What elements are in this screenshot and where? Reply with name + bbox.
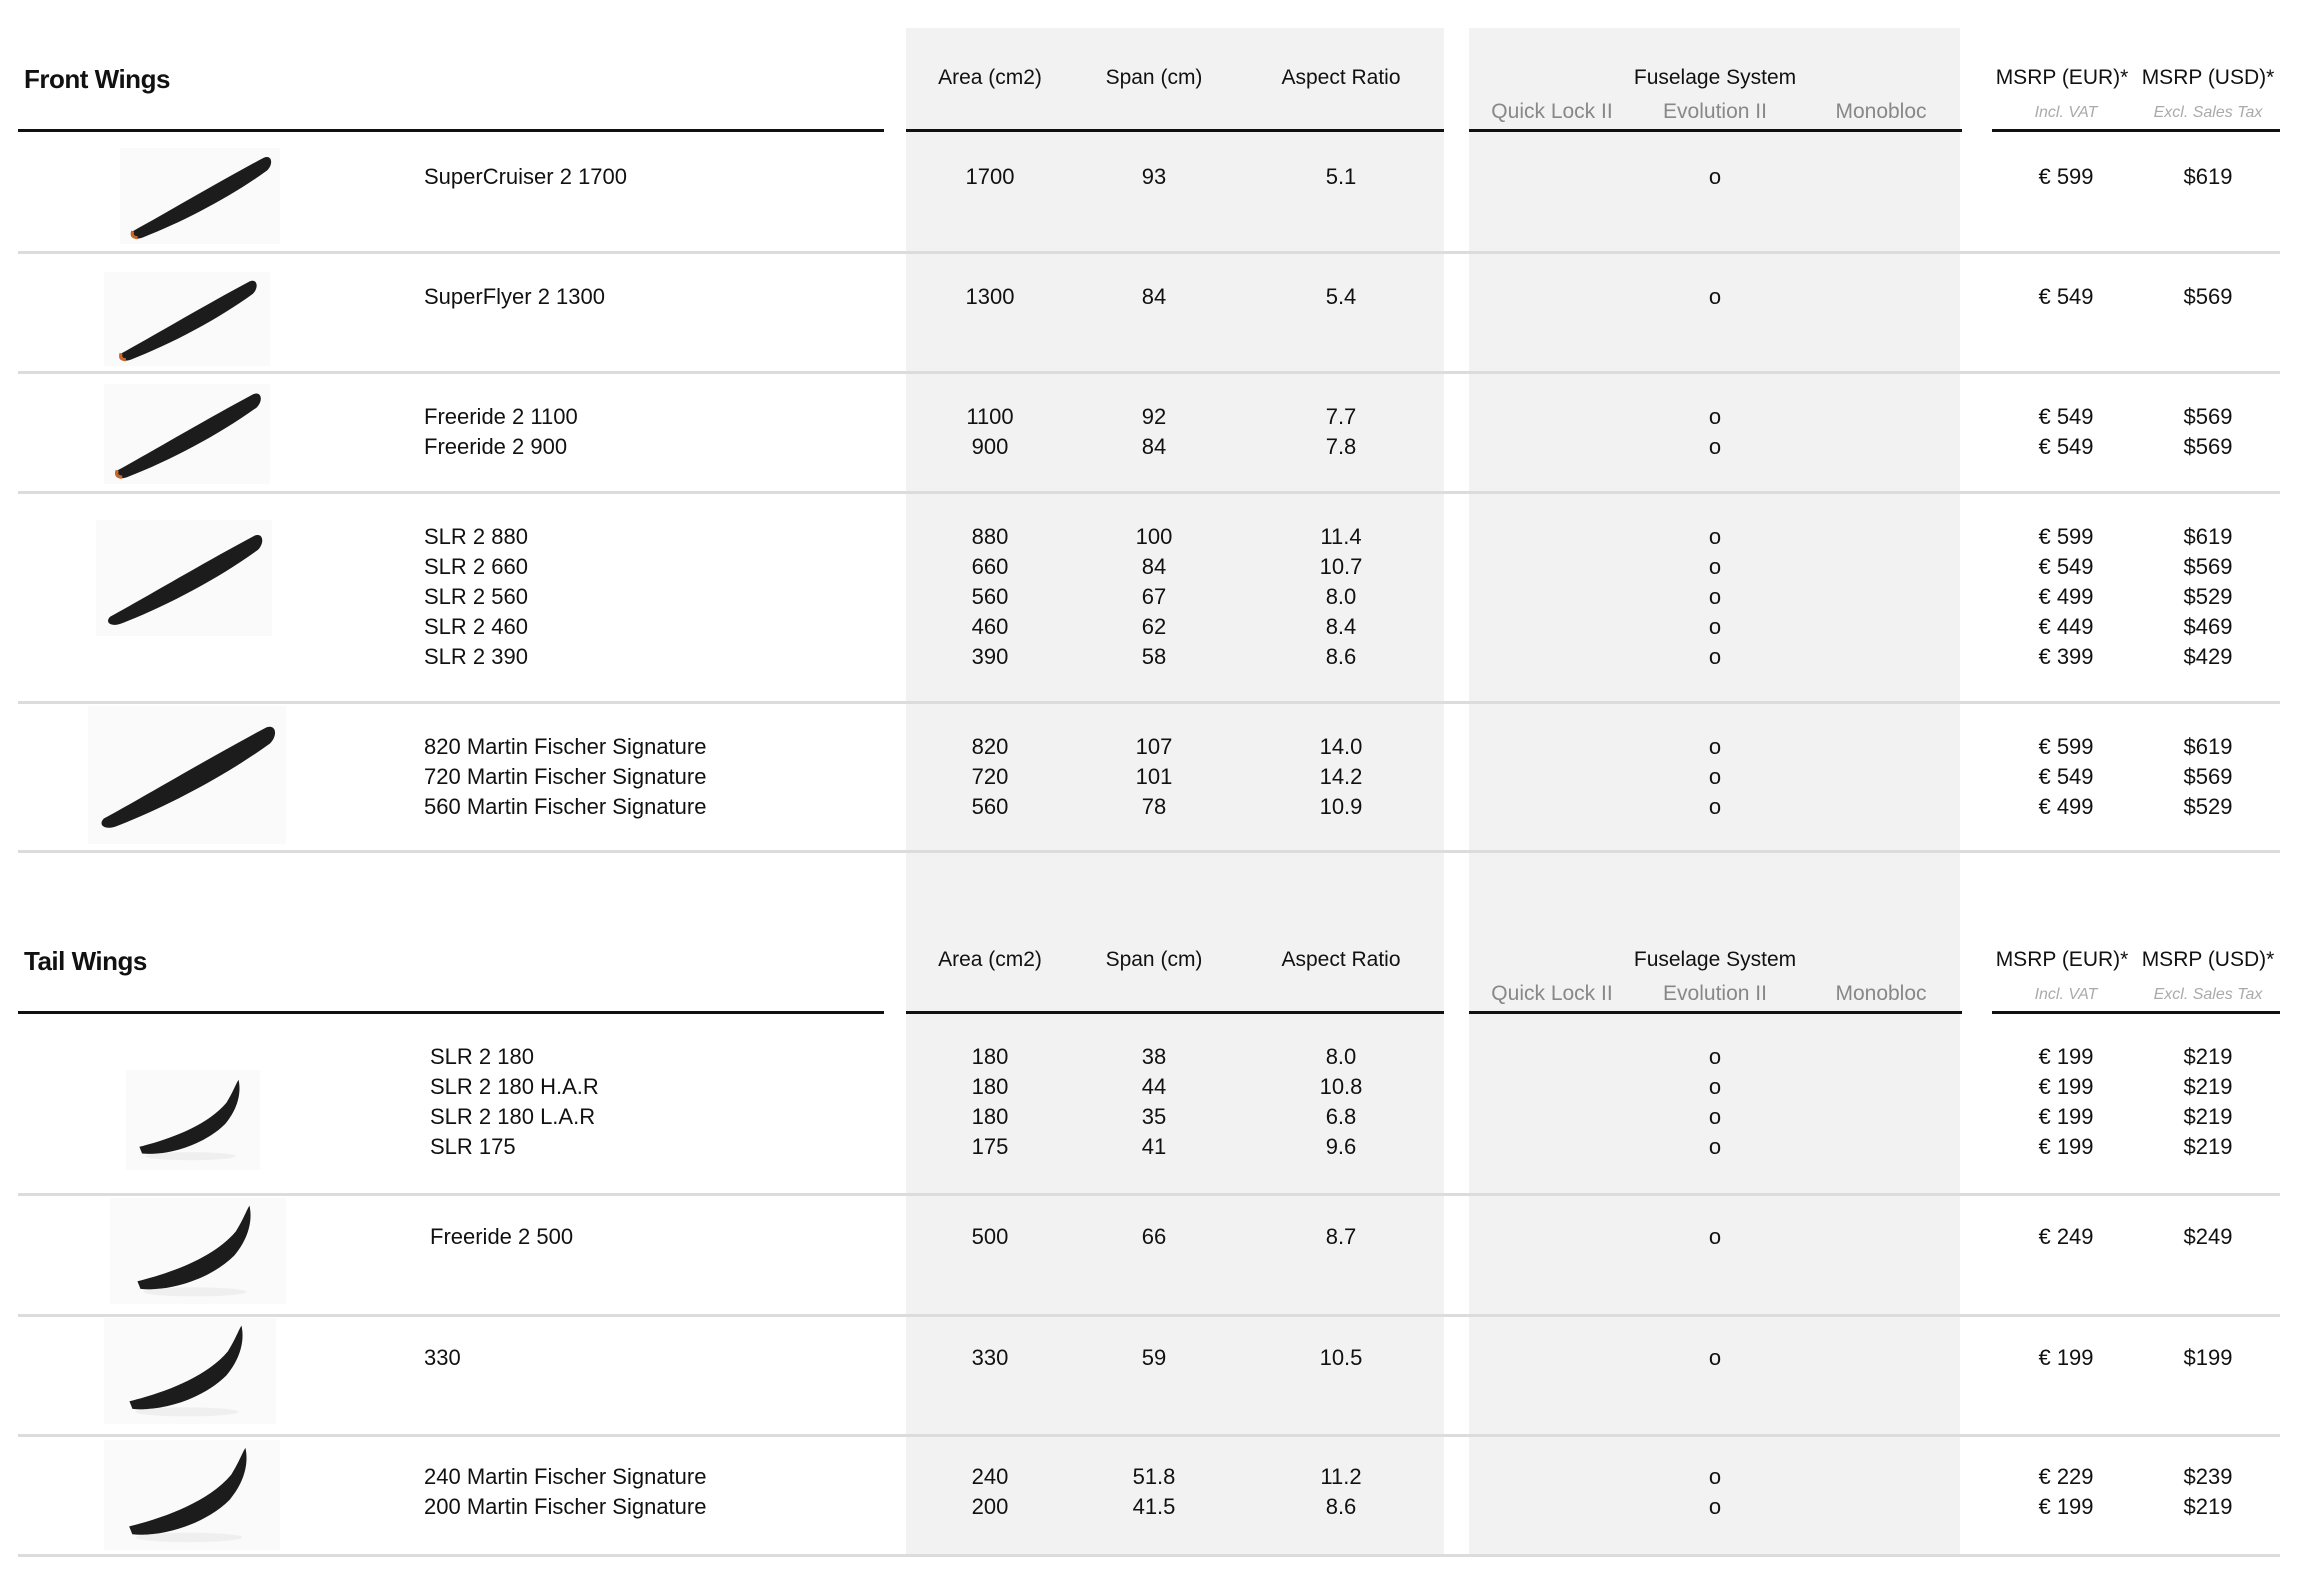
fuselage-marker: o — [1708, 524, 1722, 549]
header-rule — [1469, 1011, 1962, 1014]
span-value-column — [1133, 1462, 1176, 1522]
price-usd: $219 — [2183, 1044, 2233, 1069]
martin-fischer-tail-wing-image — [104, 1440, 280, 1550]
price-eur: € 549 — [2038, 554, 2094, 579]
aspect-ratio-value: 10.5 — [1319, 1345, 1363, 1370]
msrp-usd-column-header: MSRP (USD)* — [2141, 66, 2275, 89]
aspect-ratio-column-header: Aspect Ratio — [1281, 66, 1401, 89]
price-eur: € 499 — [2038, 584, 2094, 609]
price-usd-column — [2184, 1462, 2233, 1522]
aspect-ratio-value: 6.8 — [1325, 1104, 1357, 1129]
price-usd-column — [2184, 402, 2233, 462]
aspect-ratio-value: 10.9 — [1319, 794, 1363, 819]
area-value: 180 — [971, 1104, 1009, 1129]
product-name: SuperCruiser 2 1700 — [424, 164, 628, 189]
span-value-column — [1142, 282, 1166, 312]
fuselage-marker: o — [1708, 1494, 1722, 1519]
product-name-column — [424, 522, 528, 672]
area-value: 390 — [971, 644, 1009, 669]
area-value-column — [972, 1222, 1009, 1252]
fuselage-marker-column — [1709, 282, 1721, 312]
price-usd-column — [2184, 732, 2233, 822]
product-name: Freeride 2 500 — [430, 1224, 574, 1249]
price-eur: € 199 — [2038, 1494, 2094, 1519]
span-value-column — [1142, 162, 1166, 192]
slr-tail-wing-image — [126, 1070, 260, 1170]
aspect-ratio-value: 5.1 — [1325, 164, 1357, 189]
price-eur-column — [2038, 1343, 2093, 1373]
aspect-ratio-column-header: Aspect Ratio — [1281, 948, 1401, 971]
price-usd: $199 — [2183, 1345, 2233, 1370]
fuselage-marker: o — [1708, 614, 1722, 639]
area-value-column — [966, 282, 1015, 312]
product-name: SLR 2 560 — [424, 584, 528, 609]
product-name-column — [424, 1343, 461, 1373]
aspect-ratio-value-column — [1326, 1222, 1357, 1252]
span-value: 67 — [1141, 584, 1167, 609]
aspect-ratio-value: 8.0 — [1325, 584, 1357, 609]
product-name: SLR 2 180 H.A.R — [430, 1074, 599, 1099]
span-column-header: Span (cm) — [1105, 66, 1203, 89]
area-value: 180 — [971, 1074, 1009, 1099]
aspect-ratio-value-column — [1326, 402, 1357, 462]
price-usd: $569 — [2183, 434, 2233, 459]
area-value: 175 — [971, 1134, 1009, 1159]
header-rule — [1992, 129, 2280, 132]
price-eur: € 199 — [2038, 1134, 2094, 1159]
area-value: 1700 — [965, 164, 1015, 189]
price-usd: $569 — [2183, 284, 2233, 309]
span-value: 100 — [1135, 524, 1173, 549]
price-usd-column — [2184, 522, 2233, 672]
quick-lock-ii-subheader: Quick Lock II — [1491, 100, 1613, 123]
aspect-ratio-value-column — [1320, 522, 1363, 672]
price-usd: $569 — [2183, 404, 2233, 429]
row-divider — [18, 371, 2280, 374]
area-value-column — [972, 732, 1009, 822]
product-name-column — [430, 1222, 573, 1252]
evolution-ii-subheader: Evolution II — [1663, 982, 1767, 1005]
area-value: 900 — [971, 434, 1009, 459]
product-name-column — [424, 732, 706, 822]
price-eur: € 599 — [2038, 164, 2094, 189]
product-name-column — [424, 162, 627, 192]
aspect-ratio-value: 7.8 — [1325, 434, 1357, 459]
fuselage-marker: o — [1708, 1074, 1722, 1099]
header-rule — [906, 1011, 1444, 1014]
span-value-column — [1142, 1222, 1166, 1252]
price-usd: $619 — [2183, 734, 2233, 759]
price-eur: € 599 — [2038, 734, 2094, 759]
aspect-ratio-value: 8.6 — [1325, 644, 1357, 669]
fuselage-marker-column — [1709, 162, 1721, 192]
product-name: Freeride 2 900 — [424, 434, 568, 459]
span-value-column — [1142, 1343, 1166, 1373]
quick-lock-ii-subheader: Quick Lock II — [1491, 982, 1613, 1005]
freeride-tail-wing-image — [110, 1198, 286, 1304]
price-eur: € 199 — [2038, 1104, 2094, 1129]
msrp-eur-column-header: MSRP (EUR)* — [1995, 66, 2129, 89]
fuselage-marker-column — [1709, 1222, 1721, 1252]
price-eur: € 199 — [2038, 1074, 2094, 1099]
price-usd: $619 — [2183, 164, 2233, 189]
price-eur: € 449 — [2038, 614, 2094, 639]
area-value: 460 — [971, 614, 1009, 639]
area-value: 1300 — [965, 284, 1015, 309]
aspect-ratio-value-column — [1320, 1462, 1361, 1522]
span-value-column — [1136, 732, 1173, 822]
aspect-ratio-value-column — [1320, 1042, 1363, 1162]
fuselage-marker: o — [1708, 1134, 1722, 1159]
product-name-column — [424, 282, 605, 312]
fuselage-marker: o — [1708, 1104, 1722, 1129]
fuselage-marker: o — [1708, 284, 1722, 309]
product-name: 560 Martin Fischer Signature — [424, 794, 707, 819]
price-usd: $239 — [2183, 1464, 2233, 1489]
span-value: 84 — [1141, 554, 1167, 579]
area-value: 660 — [971, 554, 1009, 579]
span-value: 41.5 — [1132, 1494, 1176, 1519]
area-value: 1100 — [966, 404, 1014, 429]
aspect-ratio-value-column — [1320, 732, 1363, 822]
fuselage-marker: o — [1708, 644, 1722, 669]
header-rule — [1469, 129, 1962, 132]
area-value: 820 — [971, 734, 1009, 759]
aspect-ratio-value: 14.2 — [1319, 764, 1363, 789]
span-value: 84 — [1141, 284, 1167, 309]
price-eur-column — [2038, 522, 2093, 672]
span-value: 51.8 — [1132, 1464, 1176, 1489]
header-rule — [906, 129, 1444, 132]
fuselage-marker: o — [1708, 1464, 1722, 1489]
msrp-usd-note: Excl. Sales Tax — [2153, 986, 2263, 1003]
price-usd: $219 — [2183, 1494, 2233, 1519]
price-usd: $429 — [2183, 644, 2233, 669]
price-usd-column — [2184, 162, 2233, 192]
area-value-column — [966, 402, 1013, 462]
price-usd: $529 — [2183, 794, 2233, 819]
product-name: SLR 2 880 — [424, 524, 528, 549]
price-usd: $529 — [2183, 584, 2233, 609]
header-rule — [18, 129, 884, 132]
fuselage-marker: o — [1708, 764, 1722, 789]
area-column-header: Area (cm2) — [938, 948, 1042, 971]
freeride-wing-image — [104, 384, 270, 484]
aspect-ratio-value: 11.4 — [1320, 524, 1362, 549]
fuselage-marker: o — [1708, 584, 1722, 609]
msrp-eur-column-header: MSRP (EUR)* — [1995, 948, 2129, 971]
price-eur: € 249 — [2038, 1224, 2094, 1249]
fuselage-marker: o — [1708, 434, 1722, 459]
product-name: 330 — [424, 1345, 461, 1370]
price-usd: $219 — [2183, 1134, 2233, 1159]
section-title: Front Wings — [24, 64, 170, 94]
span-value: 66 — [1141, 1224, 1167, 1249]
product-name: SLR 2 660 — [424, 554, 528, 579]
price-usd: $249 — [2183, 1224, 2233, 1249]
price-usd: $219 — [2183, 1074, 2233, 1099]
product-name: Freeride 2 1100 — [424, 404, 578, 429]
area-column-header: Area (cm2) — [938, 66, 1042, 89]
price-eur: € 499 — [2038, 794, 2094, 819]
span-value: 38 — [1141, 1044, 1167, 1069]
fuselage-marker: o — [1708, 404, 1722, 429]
martin-fischer-wing-image — [88, 706, 286, 844]
price-eur-column — [2038, 162, 2093, 192]
msrp-eur-note: Incl. VAT — [2034, 986, 2098, 1003]
price-eur: € 399 — [2038, 644, 2094, 669]
price-usd: $569 — [2183, 764, 2233, 789]
msrp-usd-column-header: MSRP (USD)* — [2141, 948, 2275, 971]
product-name: 200 Martin Fischer Signature — [424, 1494, 707, 1519]
aspect-ratio-value: 5.4 — [1325, 284, 1357, 309]
price-usd: $219 — [2183, 1104, 2233, 1129]
aspect-ratio-value: 10.8 — [1319, 1074, 1363, 1099]
aspect-ratio-value: 8.4 — [1325, 614, 1357, 639]
product-name: 820 Martin Fischer Signature — [424, 734, 707, 759]
price-eur: € 549 — [2038, 434, 2094, 459]
fuselage-marker: o — [1708, 794, 1722, 819]
area-value-column — [972, 1042, 1009, 1162]
area-value-column — [966, 162, 1015, 192]
price-eur-column — [2038, 402, 2093, 462]
price-eur: € 549 — [2038, 284, 2094, 309]
price-usd: $569 — [2183, 554, 2233, 579]
span-value: 107 — [1135, 734, 1173, 759]
area-value: 500 — [971, 1224, 1009, 1249]
fuselage-marker: o — [1708, 164, 1722, 189]
aspect-ratio-value: 14.0 — [1319, 734, 1363, 759]
price-eur-column — [2038, 732, 2093, 822]
superflyer-wing-image — [104, 272, 270, 366]
span-value: 35 — [1141, 1104, 1167, 1129]
product-name-column — [430, 1042, 599, 1162]
area-value: 880 — [971, 524, 1009, 549]
supercruiser-wing-image — [120, 148, 280, 244]
fuselage-marker: o — [1708, 1044, 1722, 1069]
span-value: 44 — [1141, 1074, 1167, 1099]
msrp-usd-note: Excl. Sales Tax — [2153, 104, 2263, 121]
fuselage-marker: o — [1708, 1224, 1722, 1249]
span-value: 59 — [1141, 1345, 1167, 1370]
area-value-column — [972, 522, 1009, 672]
fuselage-marker: o — [1708, 734, 1722, 759]
product-name: SLR 2 180 L.A.R — [430, 1104, 596, 1129]
monobloc-subheader: Monobloc — [1835, 982, 1927, 1005]
price-eur: € 199 — [2038, 1044, 2094, 1069]
price-eur-column — [2038, 1042, 2093, 1162]
evolution-ii-subheader: Evolution II — [1663, 100, 1767, 123]
product-name: SLR 2 180 — [430, 1044, 534, 1069]
slr-wing-image — [96, 520, 272, 636]
fuselage-marker: o — [1708, 554, 1722, 579]
fuselage-marker-column — [1709, 1343, 1721, 1373]
span-value-column — [1142, 402, 1166, 462]
fuselage-marker-column — [1709, 1042, 1721, 1162]
aspect-ratio-value: 11.2 — [1320, 1464, 1362, 1489]
span-value: 41 — [1141, 1134, 1167, 1159]
row-divider — [18, 1554, 2280, 1557]
area-value: 560 — [971, 794, 1009, 819]
price-usd: $619 — [2183, 524, 2233, 549]
product-name: 720 Martin Fischer Signature — [424, 764, 707, 789]
fuselage-marker-column — [1709, 732, 1721, 822]
product-name: SLR 175 — [430, 1134, 516, 1159]
price-usd-column — [2184, 1222, 2233, 1252]
product-name-column — [424, 1462, 706, 1522]
span-value: 78 — [1141, 794, 1167, 819]
fuselage-system-column-header: Fuselage System — [1633, 66, 1797, 89]
price-usd-column — [2184, 1343, 2233, 1373]
price-eur: € 229 — [2038, 1464, 2094, 1489]
product-name: SLR 2 390 — [424, 644, 528, 669]
row-divider — [18, 850, 2280, 853]
aspect-ratio-value-column — [1326, 162, 1357, 192]
span-value: 101 — [1135, 764, 1173, 789]
span-column-header: Span (cm) — [1105, 948, 1203, 971]
price-usd: $469 — [2183, 614, 2233, 639]
aspect-ratio-value: 7.7 — [1325, 404, 1357, 429]
span-value-column — [1136, 522, 1173, 672]
row-divider — [18, 1193, 2280, 1196]
price-eur: € 599 — [2038, 524, 2094, 549]
span-value: 92 — [1141, 404, 1167, 429]
aspect-ratio-value-column — [1320, 1343, 1363, 1373]
msrp-eur-note: Incl. VAT — [2034, 104, 2098, 121]
fuselage-marker-column — [1709, 1462, 1721, 1522]
header-rule — [18, 1011, 884, 1014]
price-eur: € 199 — [2038, 1345, 2094, 1370]
aspect-ratio-value: 8.6 — [1325, 1494, 1357, 1519]
aspect-ratio-value: 10.7 — [1319, 554, 1363, 579]
area-value: 200 — [971, 1494, 1009, 1519]
product-name: SLR 2 460 — [424, 614, 528, 639]
fuselage-marker-column — [1709, 522, 1721, 672]
product-name: SuperFlyer 2 1300 — [424, 284, 605, 309]
area-value-column — [972, 1343, 1009, 1373]
area-value: 180 — [971, 1044, 1009, 1069]
price-eur-column — [2038, 1462, 2093, 1522]
product-name: 240 Martin Fischer Signature — [424, 1464, 707, 1489]
area-value: 330 — [971, 1345, 1009, 1370]
price-usd-column — [2184, 282, 2233, 312]
aspect-ratio-value: 9.6 — [1325, 1134, 1357, 1159]
section-title: Tail Wings — [24, 946, 147, 976]
span-value: 58 — [1141, 644, 1167, 669]
row-divider — [18, 701, 2280, 704]
area-value: 560 — [971, 584, 1009, 609]
header-rule — [1992, 1011, 2280, 1014]
span-value: 62 — [1141, 614, 1167, 639]
price-usd-column — [2184, 1042, 2233, 1162]
span-value: 93 — [1141, 164, 1167, 189]
span-value: 84 — [1141, 434, 1167, 459]
monobloc-subheader: Monobloc — [1835, 100, 1927, 123]
price-eur-column — [2038, 282, 2093, 312]
product-name-column — [424, 402, 578, 462]
area-value: 720 — [971, 764, 1009, 789]
fuselage-marker-column — [1709, 402, 1721, 462]
price-eur: € 549 — [2038, 404, 2094, 429]
aspect-ratio-value: 8.0 — [1325, 1044, 1357, 1069]
330-tail-wing-image — [104, 1318, 276, 1424]
aspect-ratio-value: 8.7 — [1325, 1224, 1357, 1249]
fuselage-marker: o — [1708, 1345, 1722, 1370]
row-divider — [18, 251, 2280, 254]
area-value-column — [972, 1462, 1009, 1522]
fuselage-system-column-header: Fuselage System — [1633, 948, 1797, 971]
row-divider — [18, 491, 2280, 494]
row-divider — [18, 1434, 2280, 1437]
price-eur-column — [2038, 1222, 2093, 1252]
row-divider — [18, 1314, 2280, 1317]
area-value: 240 — [971, 1464, 1009, 1489]
price-eur: € 549 — [2038, 764, 2094, 789]
span-value-column — [1142, 1042, 1166, 1162]
aspect-ratio-value-column — [1326, 282, 1357, 312]
